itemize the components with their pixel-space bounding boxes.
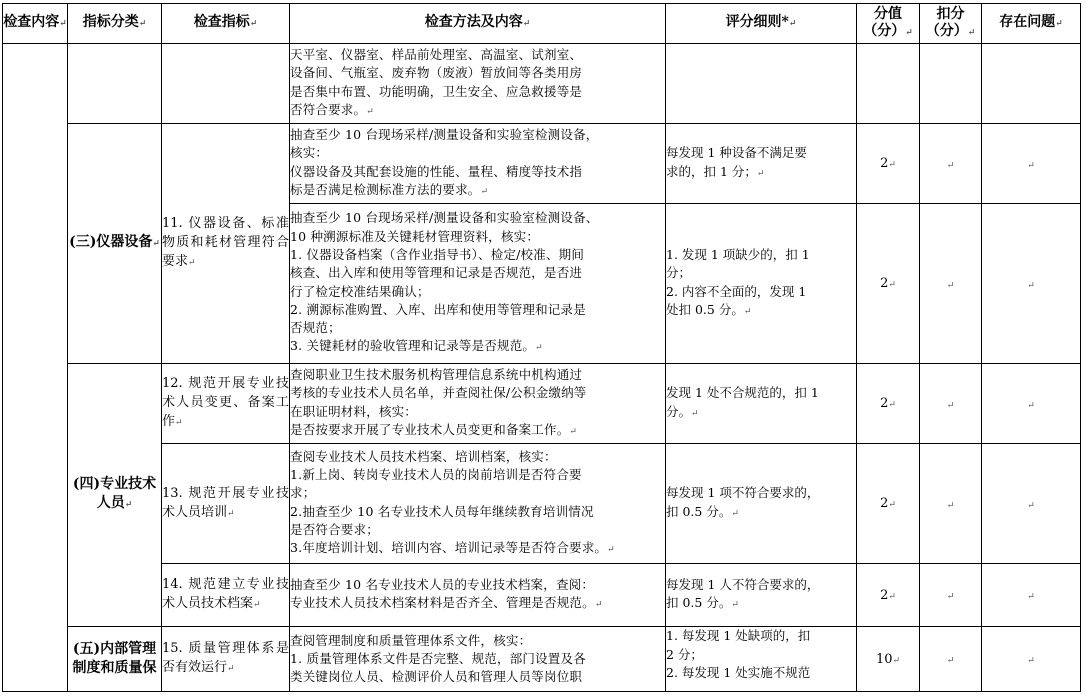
content-cell [3, 44, 68, 692]
indicator-cell: 11. 仪器设备、标准物质和耗材管理符合要求↵ [162, 124, 290, 364]
table-row [3, 444, 1081, 564]
method-cell [290, 564, 666, 627]
text-line: 抽查至少 10 台现场采样/测量设备和实验室检测设备， [290, 126, 599, 142]
score-cell: 2↵ [857, 364, 920, 444]
text-line: 3.年度培训计划、培训内容、培训记录等是否符合要求。↵ [290, 540, 615, 556]
indicator-cell [162, 44, 290, 124]
text-line: 2. 每发现 1 处实施不规范 [666, 665, 811, 680]
issues-cell [982, 44, 1081, 124]
header-score: 分值（分）↵ [857, 4, 920, 44]
text-line: 求的，扣 1 分；↵ [666, 163, 765, 179]
header-method: 检查方法及内容↵ [290, 4, 666, 44]
text-line: 分。↵ [666, 403, 699, 419]
header-row [3, 4, 1081, 44]
deduct-cell[interactable]: ↵ [920, 444, 982, 564]
text-line: 发现 1 处不合规范的，扣 1 [666, 385, 819, 400]
text-line: 求； [290, 485, 316, 501]
text-line: 1. 每发现 1 处缺项的，扣 [666, 628, 811, 643]
score-cell [857, 44, 920, 124]
criteria-cell [666, 564, 857, 627]
criteria-cell [666, 627, 857, 692]
text-line: 每发现 1 种设备不满足要 [666, 145, 807, 160]
criteria-cell [666, 44, 857, 124]
text-line: 仪器设备及其配套设施的性能、量程、精度等技术指 [290, 163, 583, 179]
text-line: 类关键岗位人员、检测评价人员和管理人员等岗位职 [290, 669, 583, 685]
text-line: 2.抽查至少 10 名专业技术人员每年继续教育培训情况 [290, 503, 594, 519]
score-cell: 2↵ [857, 444, 920, 564]
issues-cell[interactable]: ↵ [982, 564, 1081, 627]
category-cell: (四)专业技术人员↵ [68, 364, 162, 627]
criteria-cell [666, 364, 857, 444]
text-line: 抽查至少 10 名专业技术人员的专业技术档案，查阅： [290, 576, 595, 592]
indicator-cell: 14. 规范建立专业技术人员技术档案↵ [162, 564, 290, 627]
deduct-cell[interactable]: ↵ [920, 627, 982, 692]
issues-cell[interactable]: ↵ [982, 124, 1081, 204]
text-line: 处扣 0.5 分。↵ [666, 302, 752, 317]
text-line: 专业技术人员技术档案材料是否齐全、管理是否规范。↵ [290, 595, 603, 610]
deduct-cell[interactable]: ↵ [920, 204, 982, 364]
text-line: 查阅职业卫生技术服务机构管理信息系统中机构通过 [290, 366, 583, 382]
method-cell [290, 364, 666, 444]
indicator-cell: 15. 质量管理体系是否有效运行↵ [162, 627, 290, 692]
issues-cell[interactable]: ↵ [982, 627, 1081, 692]
text-line: 行了检定校准结果确认； [290, 283, 430, 299]
method-cell [290, 204, 666, 364]
criteria-cell [666, 444, 857, 564]
text-line: 是否集中布置、功能明确，卫生安全、应急救援等是 [290, 83, 583, 99]
text-line: 否规范； [290, 320, 341, 336]
text-line: 设备间、气瓶室、废弃物（废液）暂放间等各类用房 [290, 65, 583, 81]
indicator-cell: 12. 规范开展专业技术人员变更、备案工作↵ [162, 364, 290, 444]
text-line: 1. 发现 1 项缺少的，扣 1 [666, 246, 810, 262]
text-line: 是否按要求开展了专业技术人员变更和备案工作。↵ [290, 421, 578, 437]
method-cell [290, 124, 666, 204]
inspection-table [2, 3, 1081, 692]
table-row [3, 44, 1081, 124]
text-line: 2. 内容不全面的，发现 1 [666, 283, 807, 299]
header-deduct: 扣分（分）↵ [920, 4, 982, 44]
text-line: 抽查至少 10 台现场采样/测量设备和实验室检测设备、 [290, 210, 599, 226]
method-cell [290, 444, 666, 564]
text-line: 在职证明材料，核实： [290, 403, 418, 419]
text-line: 扣 0.5 分。↵ [666, 595, 739, 610]
text-line: 天平室、仪器室、样品前处理室、高温室、试剂室、 [290, 46, 583, 62]
category-cell [68, 44, 162, 124]
text-line: 扣 0.5 分。↵ [666, 503, 739, 519]
header-issues: 存在问题↵ [982, 4, 1081, 44]
text-line: 3. 关键耗材的验收管理和记录等是否规范。↵ [290, 338, 543, 354]
table-row [3, 627, 1081, 692]
category-cell: (三)仪器设备↵ [68, 124, 162, 364]
text-line: 分； [666, 265, 692, 280]
deduct-cell[interactable]: ↵ [920, 564, 982, 627]
text-line: 1.新上岗、转岗专业技术人员的岗前培训是否符合要 [290, 466, 582, 482]
text-line: 核查、出入库和使用等管理和记录是否规范，是否进 [290, 265, 583, 281]
issues-cell[interactable]: ↵ [982, 204, 1081, 364]
text-line: 查阅专业技术人员技术档案、培训档案，核实： [290, 448, 557, 464]
score-cell: 2↵ [857, 564, 920, 627]
table-row [3, 124, 1081, 204]
text-line: 否符合要求。↵ [290, 101, 374, 117]
indicator-cell: 13. 规范开展专业技术人员培训↵ [162, 444, 290, 564]
header-category: 指标分类↵ [68, 4, 162, 44]
header-criteria: 评分细则*↵ [666, 4, 857, 44]
method-cell [290, 44, 666, 124]
text-line: 考核的专业技术人员名单，并查阅社保/公积金缴纳等 [290, 385, 587, 401]
method-cell [290, 627, 666, 692]
header-indicator: 检查指标↵ [162, 4, 290, 44]
criteria-cell [666, 204, 857, 364]
text-line: 是否符合要求； [290, 521, 379, 537]
text-line: 10 种溯源标准及关键耗材管理资料，核实： [290, 228, 540, 244]
table-row [3, 564, 1081, 627]
issues-cell[interactable]: ↵ [982, 364, 1081, 444]
category-cell: (五)内部管理制度和质量保 [68, 627, 162, 692]
deduct-cell [920, 44, 982, 124]
text-line: 2 分； [666, 646, 703, 662]
text-line: 每发现 1 人不符合要求的， [666, 576, 820, 592]
text-line: 每发现 1 项不符合要求的， [666, 485, 820, 500]
score-cell: 2↵ [857, 124, 920, 204]
deduct-cell[interactable]: ↵ [920, 364, 982, 444]
score-cell: 10↵ [857, 627, 920, 692]
deduct-cell[interactable]: ↵ [920, 124, 982, 204]
text-line: 查阅管理制度和质量管理体系文件，核实： [290, 632, 532, 648]
text-line: 标是否满足检测标准方法的要求。↵ [290, 181, 489, 197]
header-content: 检查内容↵ [3, 4, 68, 44]
text-line: 核实： [290, 145, 329, 161]
score-cell: 2↵ [857, 204, 920, 364]
text-line: 2. 溯源标准购置、入库、出库和使用等管理和记录是 [290, 301, 586, 317]
table-row [3, 364, 1081, 444]
text-line: 1. 仪器设备档案（含作业指导书）、检定/校准、期间 [290, 246, 585, 262]
text-line: 1. 质量管理体系文件是否完整、规范，部门设置及各 [290, 650, 586, 666]
issues-cell[interactable]: ↵ [982, 444, 1081, 564]
criteria-cell [666, 124, 857, 204]
